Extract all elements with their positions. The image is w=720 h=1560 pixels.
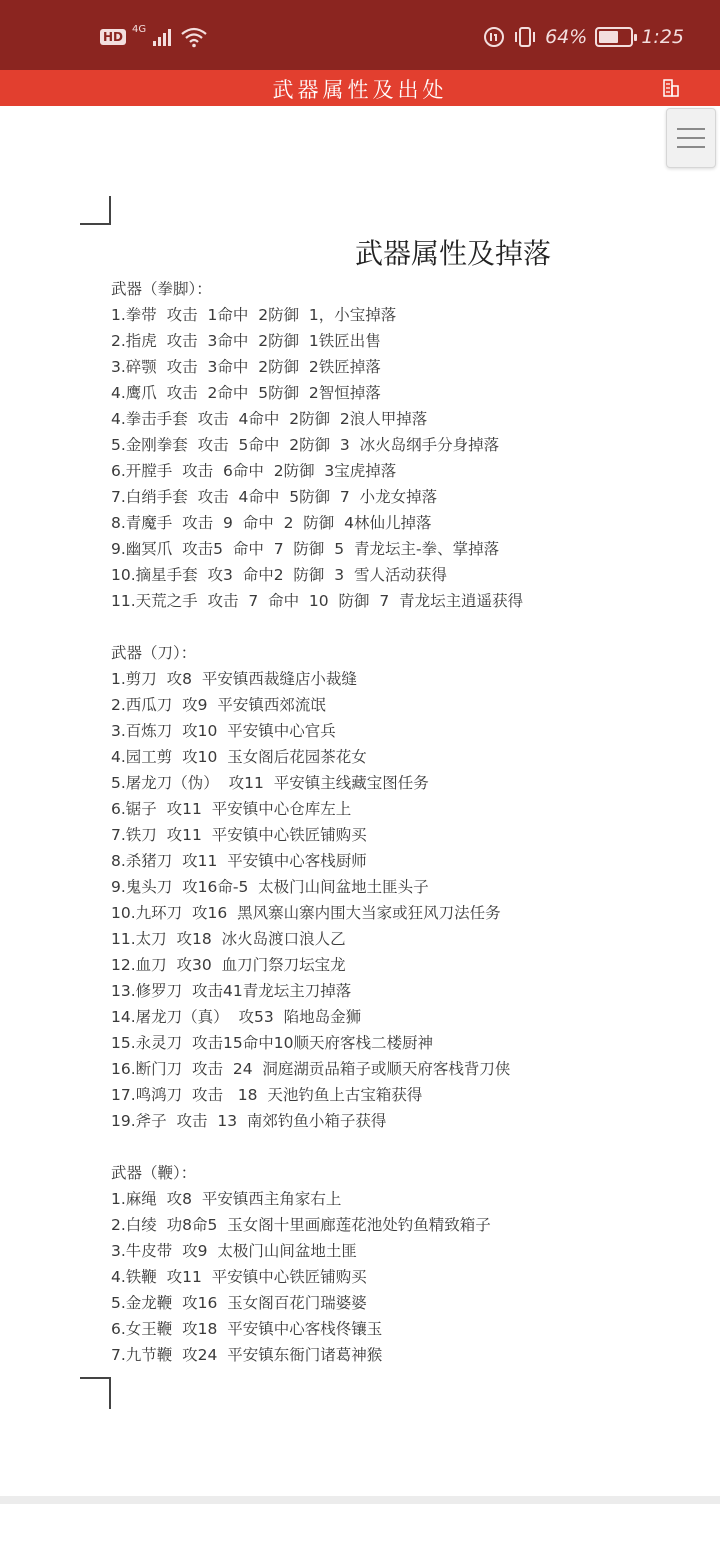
app-title-bar xyxy=(0,70,720,106)
weapon-list-item: 4.铁鞭 攻11 平安镇中心铁匠铺购买 xyxy=(111,1268,367,1286)
weapon-list-item: 6.开膛手 攻击 6命中 2防御 3宝虎掉落 xyxy=(111,462,397,480)
hamburger-menu-icon-line xyxy=(677,137,705,139)
weapon-list-item: 1.麻绳 攻8 平安镇西主角家右上 xyxy=(111,1190,342,1208)
weapon-list-item: 9.鬼头刀 攻16命-5 太极门山间盆地土匪头子 xyxy=(111,878,429,896)
weapon-list-item: 3.牛皮带 攻9 太极门山间盆地土匪 xyxy=(111,1242,357,1260)
weapon-list-item: 4.园工剪 攻10 玉女阁后花园茶花女 xyxy=(111,748,367,766)
section-header: 武器（鞭）： xyxy=(111,1164,197,1182)
app-title: 武器属性及出处 xyxy=(272,78,448,102)
weapon-list-item: 7.白绡手套 攻击 4命中 5防御 7 小龙女掉落 xyxy=(111,488,438,506)
page-corner-mark-bottom xyxy=(80,1377,111,1409)
document-body xyxy=(111,276,671,1368)
weapon-list-item: 11.太刀 攻18 冰火岛渡口浪人乙 xyxy=(111,930,346,948)
wifi-icon xyxy=(180,26,208,48)
weapon-list-item: 10.九环刀 攻16 黑风寨山寨内围大当家或狂风刀法任务 xyxy=(111,904,501,922)
hamburger-menu-icon-line xyxy=(677,146,705,148)
weapon-list-item: 17.鸣鸿刀 攻击 18 天池钓鱼上古宝箱获得 xyxy=(111,1086,423,1104)
signal-icon xyxy=(152,27,174,47)
weapon-list-item: 9.幽冥爪 攻击5 命中 7 防御 5 青龙坛主-拳、掌掉落 xyxy=(111,540,500,558)
weapon-list-item: 2.指虎 攻击 3命中 2防御 1铁匠出售 xyxy=(111,332,381,350)
weapon-list-item: 8.青魔手 攻击 9 命中 2 防御 4林仙儿掉落 xyxy=(111,514,432,532)
weapon-list-item: 10.摘星手套 攻3 命中2 防御 3 雪人活动获得 xyxy=(111,566,448,584)
section-gap xyxy=(111,614,671,640)
weapon-list-item: 3.百炼刀 攻10 平安镇中心官兵 xyxy=(111,722,336,740)
weapon-list-item: 19.斧子 攻击 13 南郊钓鱼小箱子获得 xyxy=(111,1112,387,1130)
data-saver-icon xyxy=(483,26,505,48)
weapon-list-item: 6.锯子 攻11 平安镇中心仓库左上 xyxy=(111,800,352,818)
battery-percent: 64% xyxy=(545,26,588,48)
weapon-list-item: 4.鹰爪 攻击 2命中 5防御 2智恒掉落 xyxy=(111,384,381,402)
status-right xyxy=(483,26,684,48)
weapon-list-item: 3.碎颚 攻击 3命中 2防御 2铁匠掉落 xyxy=(111,358,381,376)
weapon-list-item: 5.金龙鞭 攻16 玉女阁百花门瑞婆婆 xyxy=(111,1294,367,1312)
status-bar xyxy=(0,0,720,70)
network-type-label: 4G xyxy=(132,23,147,35)
bottom-bar xyxy=(0,1496,720,1504)
document-title: 武器属性及掉落 xyxy=(354,237,551,270)
weapon-list-item: 11.天荒之手 攻击 7 命中 10 防御 7 青龙坛主逍遥获得 xyxy=(111,592,524,610)
weapon-list-item: 6.女王鞭 攻18 平安镇中心客栈佟镶玉 xyxy=(111,1320,383,1338)
weapon-list-item: 13.修罗刀 攻击41青龙坛主刀掉落 xyxy=(111,982,352,1000)
weapon-list-item: 12.血刀 攻30 血刀门祭刀坛宝龙 xyxy=(111,956,346,974)
weapon-list-item: 2.白绫 功8命5 玉女阁十里画廊莲花池处钓鱼精致箱子 xyxy=(111,1216,491,1234)
battery-icon xyxy=(595,27,633,47)
weapon-list-item: 1.剪刀 攻8 平安镇西裁缝店小裁缝 xyxy=(111,670,357,688)
weapon-list-item: 2.西瓜刀 攻9 平安镇西郊流氓 xyxy=(111,696,326,714)
building-icon[interactable] xyxy=(662,78,680,98)
hd-icon: HD xyxy=(100,29,126,45)
vibrate-icon xyxy=(513,26,537,48)
section-header: 武器（拳脚）： xyxy=(111,280,212,298)
weapon-list-item: 4.拳击手套 攻击 4命中 2防御 2浪人甲掉落 xyxy=(111,410,428,428)
weapon-list-item: 8.杀猪刀 攻11 平安镇中心客栈厨师 xyxy=(111,852,367,870)
weapon-list-item: 1.拳带 攻击 1命中 2防御 1，小宝掉落 xyxy=(111,306,397,324)
weapon-list-item: 15.永灵刀 攻击15命中10顺天府客栈二楼厨神 xyxy=(111,1034,433,1052)
section-header: 武器（刀）： xyxy=(111,644,197,662)
weapon-list-item: 16.断门刀 攻击 24 洞庭湖贡品箱子或顺天府客栈背刀侠 xyxy=(111,1060,511,1078)
section-gap xyxy=(111,1134,671,1160)
weapon-list-item: 7.铁刀 攻11 平安镇中心铁匠铺购买 xyxy=(111,826,367,844)
page-corner-mark-top xyxy=(80,196,111,225)
weapon-list-item: 7.九节鞭 攻24 平安镇东衙门诸葛神猴 xyxy=(111,1346,383,1364)
weapon-list-item: 5.屠龙刀（伪） 攻11 平安镇主线藏宝图任务 xyxy=(111,774,429,792)
battery-fill xyxy=(599,31,618,43)
hamburger-menu-icon-line xyxy=(677,128,705,130)
status-left xyxy=(100,23,208,48)
menu-button[interactable] xyxy=(666,108,716,168)
weapon-list-item: 14.屠龙刀（真） 攻53 陷地岛金狮 xyxy=(111,1008,362,1026)
weapon-list-item: 5.金刚拳套 攻击 5命中 2防御 3 冰火岛纲手分身掉落 xyxy=(111,436,500,454)
clock: 1:25 xyxy=(641,26,684,48)
